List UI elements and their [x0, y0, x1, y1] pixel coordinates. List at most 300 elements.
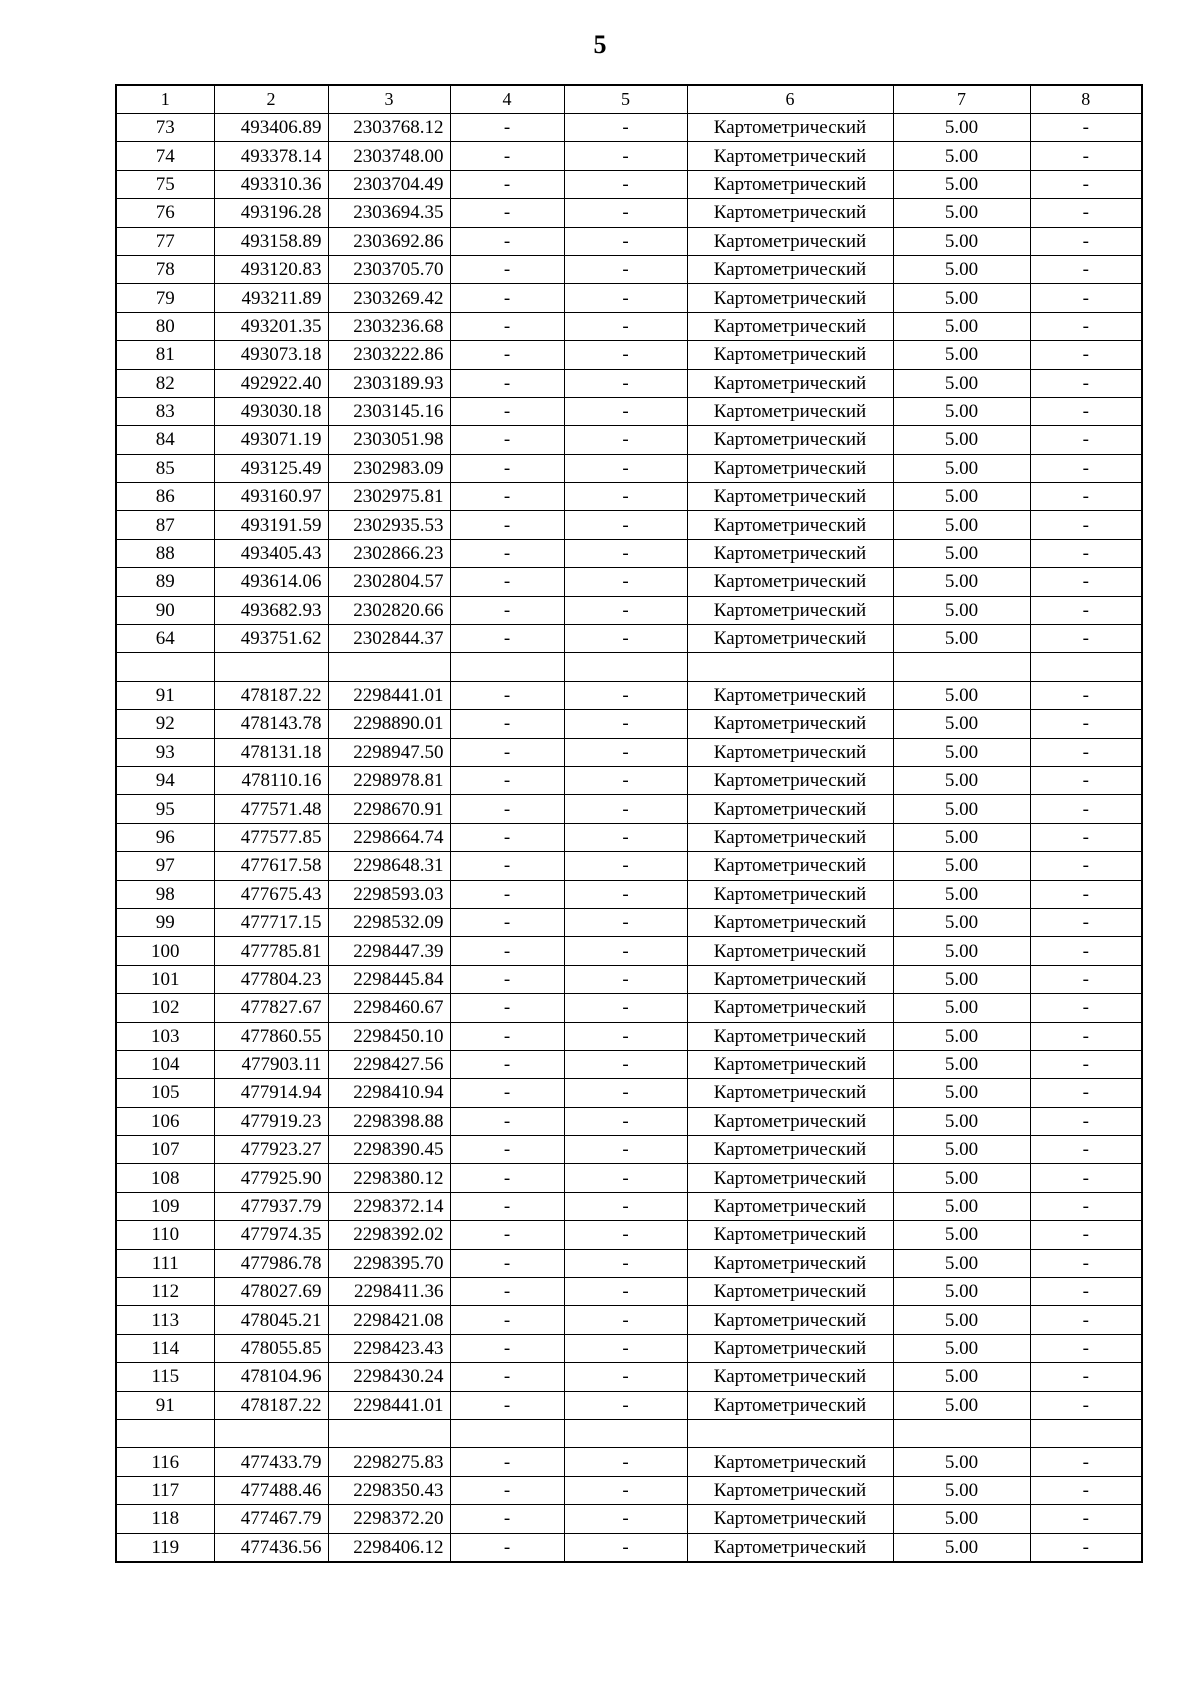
y-coordinate-cell: 2298410.94: [328, 1079, 450, 1107]
table-row: [116, 1476, 1142, 1504]
col-5-cell: -: [564, 1278, 687, 1306]
separator-row: [116, 653, 1142, 681]
method-cell: Картометрический: [687, 511, 893, 539]
y-coordinate-cell: 2303768.12: [328, 114, 450, 142]
x-coordinate-cell: 493158.89: [214, 227, 328, 255]
method-cell: Картометрический: [687, 994, 893, 1022]
x-coordinate-cell: 477433.79: [214, 1448, 328, 1476]
col-5-cell: -: [564, 341, 687, 369]
method-cell: Картометрический: [687, 1278, 893, 1306]
header-cell-8: 8: [1030, 85, 1142, 114]
table-row: [116, 1221, 1142, 1249]
method-cell: Картометрический: [687, 738, 893, 766]
col-4-cell: -: [450, 852, 564, 880]
point-number-cell: 114: [116, 1334, 214, 1362]
y-coordinate-cell: 2303189.93: [328, 369, 450, 397]
x-coordinate-cell: [214, 1419, 328, 1447]
col-8-cell: -: [1030, 369, 1142, 397]
col-8-cell: -: [1030, 1249, 1142, 1277]
y-coordinate-cell: 2303748.00: [328, 142, 450, 170]
col-4-cell: -: [450, 1306, 564, 1334]
col-5-cell: -: [564, 284, 687, 312]
col-4-cell: -: [450, 312, 564, 340]
col-5-cell: -: [564, 1391, 687, 1419]
method-cell: Картометрический: [687, 1505, 893, 1533]
header-cell-1: 1: [116, 85, 214, 114]
col-5-cell: -: [564, 1192, 687, 1220]
col-4-cell: -: [450, 369, 564, 397]
x-coordinate-cell: 493751.62: [214, 625, 328, 653]
y-coordinate-cell: 2303222.86: [328, 341, 450, 369]
x-coordinate-cell: 477923.27: [214, 1136, 328, 1164]
col-8-cell: -: [1030, 114, 1142, 142]
x-coordinate-cell: 493378.14: [214, 142, 328, 170]
accuracy-cell: 5.00: [893, 1136, 1030, 1164]
point-number-cell: 108: [116, 1164, 214, 1192]
table-row: [116, 397, 1142, 425]
table-row: [116, 1192, 1142, 1220]
point-number-cell: 111: [116, 1249, 214, 1277]
col-4-cell: -: [450, 1533, 564, 1562]
header-cell-4: 4: [450, 85, 564, 114]
col-8-cell: -: [1030, 965, 1142, 993]
point-number-cell: 118: [116, 1505, 214, 1533]
y-coordinate-cell: 2298392.02: [328, 1221, 450, 1249]
point-number-cell: 82: [116, 369, 214, 397]
method-cell: Картометрический: [687, 965, 893, 993]
method-cell: Картометрический: [687, 539, 893, 567]
table-row: [116, 710, 1142, 738]
accuracy-cell: 5.00: [893, 1249, 1030, 1277]
col-4-cell: -: [450, 1192, 564, 1220]
x-coordinate-cell: 478110.16: [214, 766, 328, 794]
method-cell: Картометрический: [687, 795, 893, 823]
point-number-cell: 96: [116, 823, 214, 851]
point-number-cell: 79: [116, 284, 214, 312]
header-cell-5: 5: [564, 85, 687, 114]
accuracy-cell: 5.00: [893, 1505, 1030, 1533]
point-number-cell: 117: [116, 1476, 214, 1504]
y-coordinate-cell: 2302983.09: [328, 454, 450, 482]
point-number-cell: 94: [116, 766, 214, 794]
method-cell: Картометрический: [687, 1192, 893, 1220]
col-5-cell: -: [564, 937, 687, 965]
accuracy-cell: 5.00: [893, 710, 1030, 738]
accuracy-cell: 5.00: [893, 511, 1030, 539]
col-5-cell: -: [564, 823, 687, 851]
y-coordinate-cell: 2298390.45: [328, 1136, 450, 1164]
y-coordinate-cell: 2298447.39: [328, 937, 450, 965]
col-5-cell: -: [564, 1363, 687, 1391]
col-8-cell: -: [1030, 1505, 1142, 1533]
table-row: [116, 880, 1142, 908]
y-coordinate-cell: 2298460.67: [328, 994, 450, 1022]
point-number-cell: 85: [116, 454, 214, 482]
point-number-cell: 83: [116, 397, 214, 425]
point-number-cell: 87: [116, 511, 214, 539]
col-8-cell: -: [1030, 341, 1142, 369]
col-4-cell: -: [450, 1476, 564, 1504]
table-row: [116, 1363, 1142, 1391]
col-5-cell: -: [564, 880, 687, 908]
y-coordinate-cell: 2298664.74: [328, 823, 450, 851]
x-coordinate-cell: 493125.49: [214, 454, 328, 482]
point-number-cell: 75: [116, 170, 214, 198]
col-4-cell: -: [450, 994, 564, 1022]
col-8-cell: -: [1030, 199, 1142, 227]
table-row: [116, 937, 1142, 965]
y-coordinate-cell: 2298532.09: [328, 908, 450, 936]
col-8-cell: -: [1030, 1192, 1142, 1220]
col-5-cell: -: [564, 199, 687, 227]
accuracy-cell: 5.00: [893, 1164, 1030, 1192]
table-row: [116, 1249, 1142, 1277]
table-row: [116, 227, 1142, 255]
table-row: [116, 795, 1142, 823]
col-4-cell: [450, 653, 564, 681]
y-coordinate-cell: 2298427.56: [328, 1050, 450, 1078]
table-header-row: [116, 85, 1142, 114]
col-8-cell: -: [1030, 511, 1142, 539]
table-row: [116, 1505, 1142, 1533]
col-4-cell: -: [450, 1363, 564, 1391]
table-row: [116, 199, 1142, 227]
point-number-cell: 74: [116, 142, 214, 170]
x-coordinate-cell: 492922.40: [214, 369, 328, 397]
method-cell: Картометрический: [687, 255, 893, 283]
x-coordinate-cell: 493406.89: [214, 114, 328, 142]
x-coordinate-cell: 493614.06: [214, 568, 328, 596]
x-coordinate-cell: 477617.58: [214, 852, 328, 880]
method-cell: Картометрический: [687, 1050, 893, 1078]
col-4-cell: -: [450, 1505, 564, 1533]
col-8-cell: -: [1030, 1334, 1142, 1362]
col-8-cell: -: [1030, 426, 1142, 454]
table-row: [116, 1448, 1142, 1476]
col-5-cell: -: [564, 369, 687, 397]
point-number-cell: 73: [116, 114, 214, 142]
x-coordinate-cell: 477925.90: [214, 1164, 328, 1192]
point-number-cell: 93: [116, 738, 214, 766]
col-8-cell: -: [1030, 142, 1142, 170]
y-coordinate-cell: 2303051.98: [328, 426, 450, 454]
x-coordinate-cell: 493120.83: [214, 255, 328, 283]
x-coordinate-cell: 477785.81: [214, 937, 328, 965]
col-8-cell: -: [1030, 852, 1142, 880]
header-cell-2: 2: [214, 85, 328, 114]
table-row: [116, 1136, 1142, 1164]
col-4-cell: -: [450, 511, 564, 539]
table-row: [116, 994, 1142, 1022]
col-4-cell: -: [450, 965, 564, 993]
table-row: [116, 1278, 1142, 1306]
y-coordinate-cell: 2303692.86: [328, 227, 450, 255]
method-cell: Картометрический: [687, 568, 893, 596]
x-coordinate-cell: 477717.15: [214, 908, 328, 936]
col-8-cell: -: [1030, 908, 1142, 936]
table-row: [116, 596, 1142, 624]
point-number-cell: 101: [116, 965, 214, 993]
col-4-cell: -: [450, 255, 564, 283]
col-4-cell: -: [450, 539, 564, 567]
col-5-cell: -: [564, 426, 687, 454]
accuracy-cell: 5.00: [893, 1221, 1030, 1249]
y-coordinate-cell: 2298411.36: [328, 1278, 450, 1306]
method-cell: Картометрический: [687, 880, 893, 908]
point-number-cell: 110: [116, 1221, 214, 1249]
table-row: [116, 965, 1142, 993]
method-cell: Картометрический: [687, 681, 893, 709]
table-row: [116, 1022, 1142, 1050]
x-coordinate-cell: 493682.93: [214, 596, 328, 624]
table-row: [116, 341, 1142, 369]
col-8-cell: -: [1030, 1022, 1142, 1050]
x-coordinate-cell: 477919.23: [214, 1107, 328, 1135]
x-coordinate-cell: [214, 653, 328, 681]
col-5-cell: -: [564, 397, 687, 425]
x-coordinate-cell: 493073.18: [214, 341, 328, 369]
x-coordinate-cell: 493405.43: [214, 539, 328, 567]
table-row: [116, 568, 1142, 596]
col-8-cell: -: [1030, 454, 1142, 482]
col-8-cell: -: [1030, 483, 1142, 511]
col-4-cell: -: [450, 227, 564, 255]
accuracy-cell: 5.00: [893, 625, 1030, 653]
table-row: [116, 1079, 1142, 1107]
col-5-cell: -: [564, 681, 687, 709]
method-cell: Картометрический: [687, 1164, 893, 1192]
y-coordinate-cell: 2298670.91: [328, 795, 450, 823]
col-8-cell: -: [1030, 1306, 1142, 1334]
table-row: [116, 255, 1142, 283]
point-number-cell: 78: [116, 255, 214, 283]
col-4-cell: -: [450, 937, 564, 965]
col-4-cell: -: [450, 199, 564, 227]
accuracy-cell: 5.00: [893, 1448, 1030, 1476]
col-4-cell: -: [450, 1164, 564, 1192]
col-5-cell: -: [564, 170, 687, 198]
col-5-cell: -: [564, 766, 687, 794]
col-4-cell: -: [450, 625, 564, 653]
accuracy-cell: 5.00: [893, 568, 1030, 596]
separator-row: [116, 1419, 1142, 1447]
col-4-cell: -: [450, 1391, 564, 1419]
point-number-cell: 91: [116, 681, 214, 709]
col-4-cell: -: [450, 1079, 564, 1107]
col-4-cell: -: [450, 1136, 564, 1164]
col-8-cell: -: [1030, 738, 1142, 766]
x-coordinate-cell: 477675.43: [214, 880, 328, 908]
x-coordinate-cell: 493196.28: [214, 199, 328, 227]
accuracy-cell: 5.00: [893, 1533, 1030, 1562]
accuracy-cell: 5.00: [893, 227, 1030, 255]
col-8-cell: -: [1030, 823, 1142, 851]
col-4-cell: -: [450, 114, 564, 142]
point-number-cell: 104: [116, 1050, 214, 1078]
table-row: [116, 823, 1142, 851]
col-5-cell: -: [564, 1249, 687, 1277]
col-4-cell: -: [450, 341, 564, 369]
x-coordinate-cell: 478104.96: [214, 1363, 328, 1391]
x-coordinate-cell: 477467.79: [214, 1505, 328, 1533]
col-8-cell: -: [1030, 1278, 1142, 1306]
col-8-cell: -: [1030, 795, 1142, 823]
method-cell: Картометрический: [687, 625, 893, 653]
header-cell-7: 7: [893, 85, 1030, 114]
col-8-cell: -: [1030, 880, 1142, 908]
method-cell: Картометрический: [687, 823, 893, 851]
point-number-cell: 116: [116, 1448, 214, 1476]
col-4-cell: -: [450, 284, 564, 312]
page-number: 5: [593, 30, 607, 59]
col-4-cell: -: [450, 908, 564, 936]
y-coordinate-cell: 2302820.66: [328, 596, 450, 624]
y-coordinate-cell: 2298450.10: [328, 1022, 450, 1050]
point-number-cell: 76: [116, 199, 214, 227]
accuracy-cell: 5.00: [893, 1192, 1030, 1220]
accuracy-cell: 5.00: [893, 369, 1030, 397]
method-cell: Картометрический: [687, 1079, 893, 1107]
point-number-cell: 99: [116, 908, 214, 936]
method-cell: Картометрический: [687, 227, 893, 255]
table-row: [116, 1391, 1142, 1419]
col-5-cell: -: [564, 1050, 687, 1078]
method-cell: Картометрический: [687, 284, 893, 312]
x-coordinate-cell: 493201.35: [214, 312, 328, 340]
table-row: [116, 426, 1142, 454]
method-cell: Картометрический: [687, 1476, 893, 1504]
accuracy-cell: 5.00: [893, 1476, 1030, 1504]
table-row: [116, 738, 1142, 766]
col-8-cell: -: [1030, 312, 1142, 340]
col-5-cell: -: [564, 312, 687, 340]
y-coordinate-cell: 2298275.83: [328, 1448, 450, 1476]
col-5-cell: -: [564, 795, 687, 823]
accuracy-cell: 5.00: [893, 483, 1030, 511]
col-4-cell: -: [450, 1050, 564, 1078]
col-8-cell: -: [1030, 1476, 1142, 1504]
col-5-cell: -: [564, 1221, 687, 1249]
col-4-cell: -: [450, 823, 564, 851]
method-cell: Картометрический: [687, 426, 893, 454]
y-coordinate-cell: 2303704.49: [328, 170, 450, 198]
point-number-cell: 106: [116, 1107, 214, 1135]
method-cell: Картометрический: [687, 1334, 893, 1362]
table-row: [116, 1050, 1142, 1078]
y-coordinate-cell: 2303269.42: [328, 284, 450, 312]
accuracy-cell: 5.00: [893, 170, 1030, 198]
col-5-cell: -: [564, 1079, 687, 1107]
method-cell: Картометрический: [687, 908, 893, 936]
table-row: [116, 511, 1142, 539]
accuracy-cell: 5.00: [893, 965, 1030, 993]
col-5-cell: -: [564, 568, 687, 596]
table-row: [116, 454, 1142, 482]
method-cell: Картометрический: [687, 1136, 893, 1164]
col-5-cell: -: [564, 1164, 687, 1192]
x-coordinate-cell: 477986.78: [214, 1249, 328, 1277]
col-4-cell: -: [450, 1448, 564, 1476]
col-5-cell: -: [564, 1505, 687, 1533]
col-8-cell: [1030, 653, 1142, 681]
method-cell: Картометрический: [687, 1022, 893, 1050]
header-cell-3: 3: [328, 85, 450, 114]
col-4-cell: -: [450, 1107, 564, 1135]
col-4-cell: -: [450, 1249, 564, 1277]
method-cell: Картометрический: [687, 397, 893, 425]
accuracy-cell: 5.00: [893, 1050, 1030, 1078]
point-number-cell: 98: [116, 880, 214, 908]
y-coordinate-cell: 2298441.01: [328, 681, 450, 709]
accuracy-cell: 5.00: [893, 1334, 1030, 1362]
col-8-cell: -: [1030, 539, 1142, 567]
col-8-cell: -: [1030, 397, 1142, 425]
y-coordinate-cell: 2302866.23: [328, 539, 450, 567]
col-4-cell: -: [450, 483, 564, 511]
col-8-cell: -: [1030, 170, 1142, 198]
table-row: [116, 766, 1142, 794]
y-coordinate-cell: 2303694.35: [328, 199, 450, 227]
header-cell-6: 6: [687, 85, 893, 114]
accuracy-cell: 5.00: [893, 397, 1030, 425]
col-8-cell: -: [1030, 1448, 1142, 1476]
point-number-cell: 112: [116, 1278, 214, 1306]
accuracy-cell: 5.00: [893, 880, 1030, 908]
x-coordinate-cell: 477827.67: [214, 994, 328, 1022]
x-coordinate-cell: 478143.78: [214, 710, 328, 738]
y-coordinate-cell: 2298648.31: [328, 852, 450, 880]
y-coordinate-cell: 2298380.12: [328, 1164, 450, 1192]
point-number-cell: 92: [116, 710, 214, 738]
accuracy-cell: 5.00: [893, 596, 1030, 624]
col-4-cell: -: [450, 795, 564, 823]
col-5-cell: -: [564, 625, 687, 653]
table-row: [116, 114, 1142, 142]
accuracy-cell: 5.00: [893, 681, 1030, 709]
col-8-cell: -: [1030, 1107, 1142, 1135]
point-number-cell: 64: [116, 625, 214, 653]
method-cell: Картометрический: [687, 766, 893, 794]
accuracy-cell: 5.00: [893, 1363, 1030, 1391]
col-4-cell: -: [450, 1221, 564, 1249]
col-5-cell: -: [564, 1306, 687, 1334]
y-coordinate-cell: 2298372.20: [328, 1505, 450, 1533]
accuracy-cell: 5.00: [893, 142, 1030, 170]
x-coordinate-cell: 477577.85: [214, 823, 328, 851]
point-number-cell: [116, 1419, 214, 1447]
method-cell: Картометрический: [687, 369, 893, 397]
table-row: [116, 908, 1142, 936]
table-row: [116, 369, 1142, 397]
col-5-cell: -: [564, 511, 687, 539]
accuracy-cell: 5.00: [893, 852, 1030, 880]
x-coordinate-cell: 493071.19: [214, 426, 328, 454]
point-number-cell: 77: [116, 227, 214, 255]
accuracy-cell: 5.00: [893, 1079, 1030, 1107]
point-number-cell: 80: [116, 312, 214, 340]
y-coordinate-cell: 2303145.16: [328, 397, 450, 425]
col-4-cell: -: [450, 681, 564, 709]
col-4-cell: -: [450, 738, 564, 766]
x-coordinate-cell: 477571.48: [214, 795, 328, 823]
point-number-cell: 86: [116, 483, 214, 511]
table-body: [116, 85, 1142, 1562]
col-8-cell: -: [1030, 1136, 1142, 1164]
method-cell: Картометрический: [687, 1249, 893, 1277]
x-coordinate-cell: 477860.55: [214, 1022, 328, 1050]
col-5-cell: -: [564, 539, 687, 567]
method-cell: Картометрический: [687, 1391, 893, 1419]
